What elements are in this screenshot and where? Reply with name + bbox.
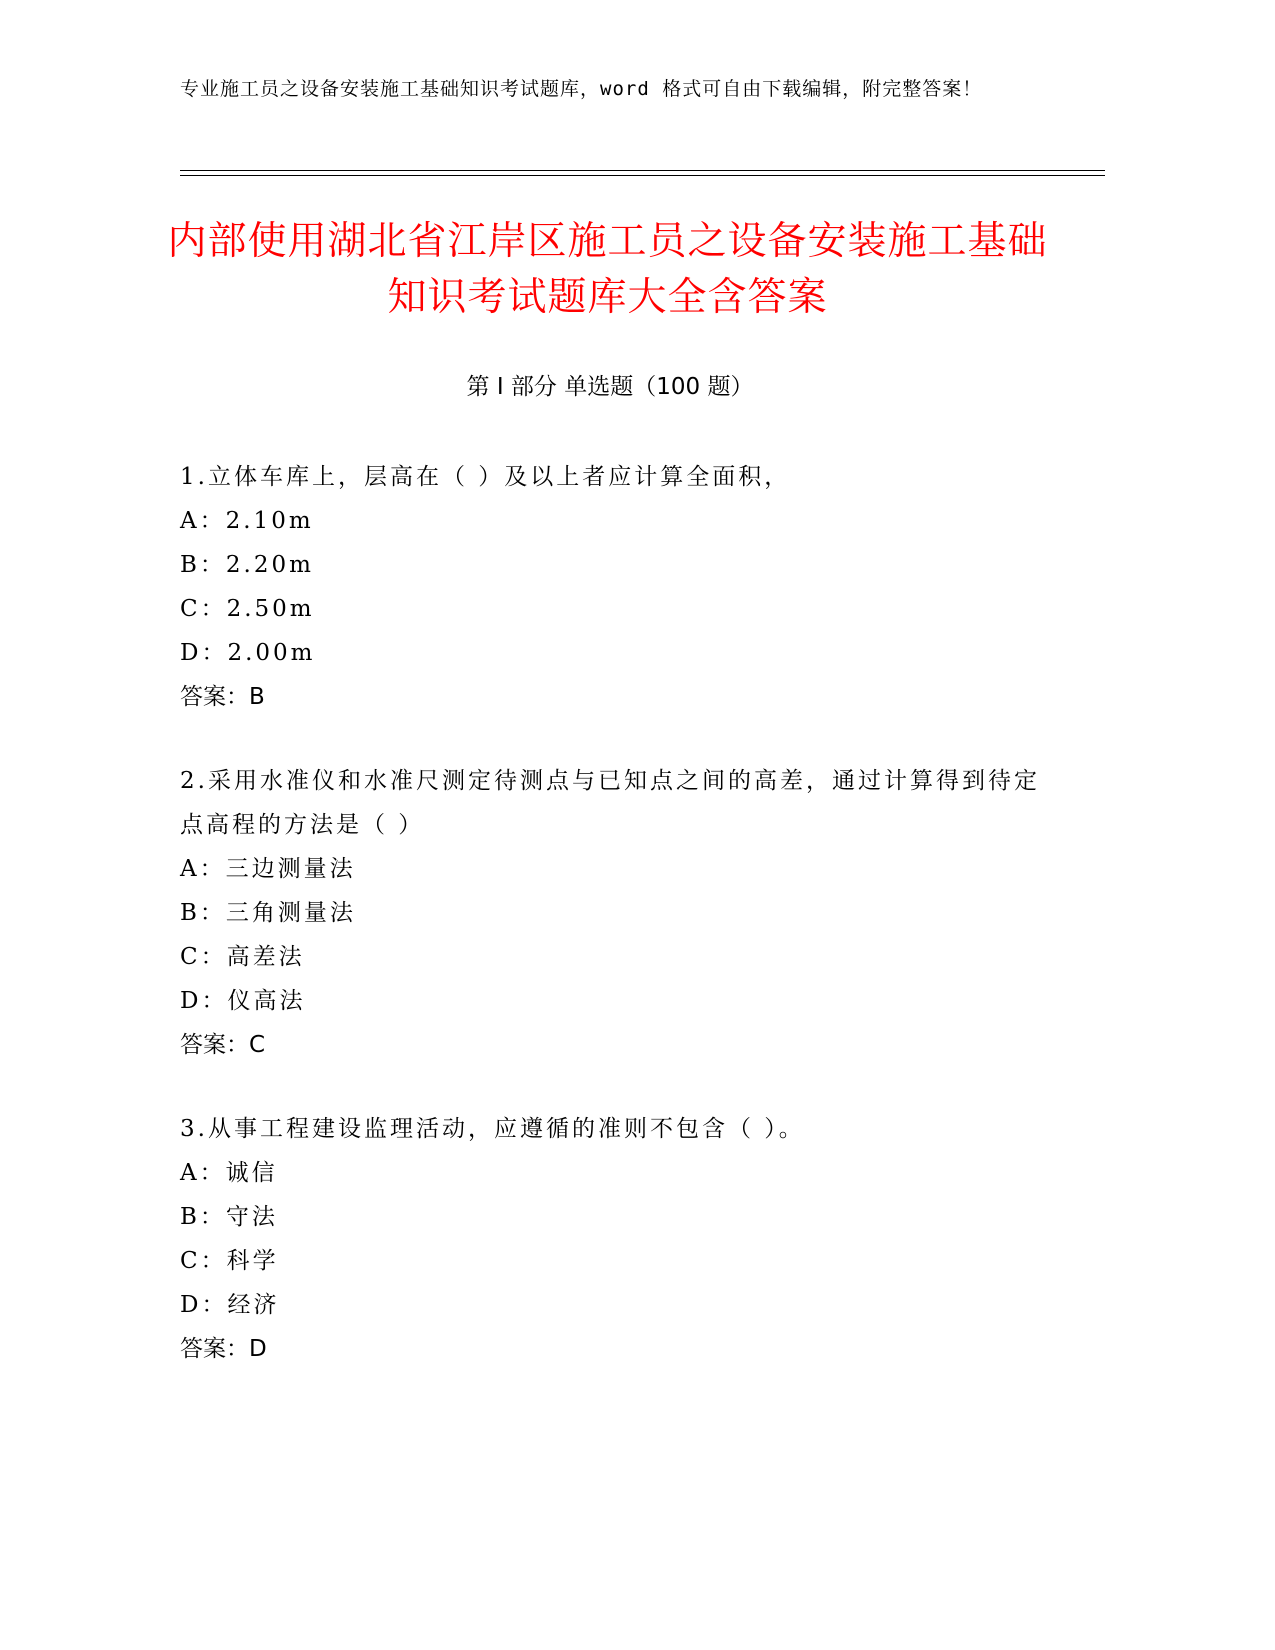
option-b: B：三角测量法	[180, 900, 356, 926]
question-3	[180, 1107, 1040, 1371]
question-stem: 1.立体车库上，层高在（ ）及以上者应计算全面积，	[180, 464, 791, 490]
option-a: A：2.10m	[180, 508, 314, 534]
question-stem: 3.从事工程建设监理活动，应遵循的准则不包含（ ）。	[180, 1116, 805, 1142]
section-heading: 第 I 部分 单选题（100 题）	[466, 374, 754, 400]
option-a: A：诚信	[180, 1160, 278, 1186]
question-stem: 2.采用水准仪和水准尺测定待测点与已知点之间的高差，通过计算得到待定点高程的方法是（ ）	[180, 768, 1040, 838]
option-c: C：科学	[180, 1248, 279, 1274]
header-note: 专业施工员之设备安装施工基础知识考试题库，word 格式可自由下载编辑，附完整答案！	[180, 78, 983, 100]
answer-line: 答案：D	[180, 1336, 267, 1362]
header-divider-top	[180, 170, 1105, 171]
option-a: A：三边测量法	[180, 856, 356, 882]
option-c: C：高差法	[180, 944, 305, 970]
answer-line: 答案：C	[180, 1032, 266, 1058]
document-title: 内部使用湖北省江岸区施工员之设备安装施工基础知识考试题库大全含答案	[167, 219, 1048, 320]
option-b: B：守法	[180, 1204, 278, 1230]
option-d: D：2.00m	[180, 640, 316, 666]
header-divider-bottom	[180, 175, 1105, 176]
option-d: D：经济	[180, 1292, 280, 1318]
question-1	[180, 455, 1040, 719]
option-b: B：2.20m	[180, 552, 314, 578]
answer-line: 答案：B	[180, 684, 265, 710]
question-2	[180, 759, 1040, 1067]
option-d: D：仪高法	[180, 988, 306, 1014]
option-c: C：2.50m	[180, 596, 315, 622]
